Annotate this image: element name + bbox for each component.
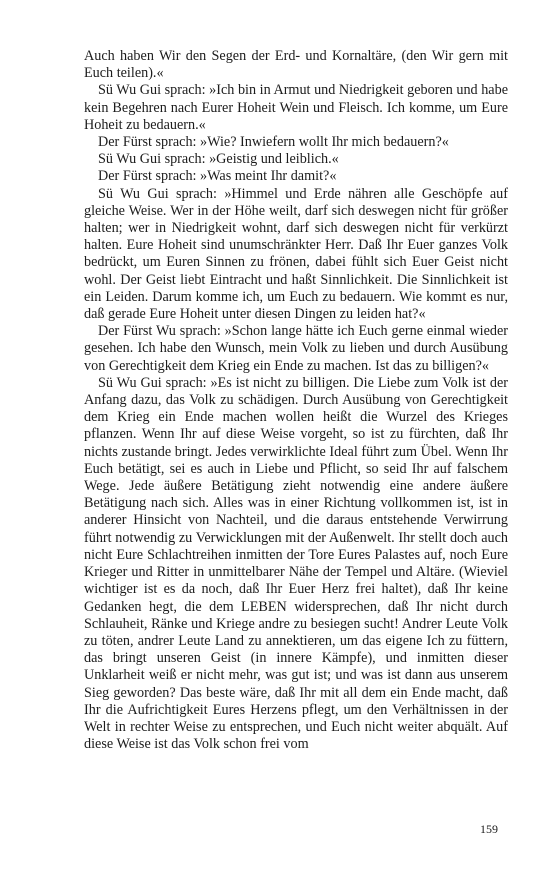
paragraph: Sü Wu Gui sprach: »Es ist nicht zu billigen. Die Liebe zum Volk ist der Anfang dazu, das Volk zu schädigen. Durch Ausübung von Gerechtigkeit dem Krieg ein Ende machen wollen heißt die Wurzel des Krieges pflanzen. Wenn Ihr auf diese Weise vorgeht, so ist zu fürchten, daß Ihr nichts zustande bringt. Jedes verwirklichte Ideal führt zum Übel. Wenn Ihr Euch betätigt, sei es auch in Liebe und Pflicht, so seid Ihr auf falschem Wege. Jede äußere Betätigung zieht notwendig eine andere äußere Betätigung nach sich. Alles was in einer Richtung vollkommen ist, ist in anderer Hinsicht von Nachteil, und die daraus entstehende Verwirrung führt notwendig zu Verwicklungen mit der Außenwelt. Ihr stellt doch auch nicht Eure Schlachtreihen inmitten der Tore Eures Palastes auf, noch Eure Krieger und Ritter in unmittelbarer Nähe der Tempel und Altäre. (Wieviel wichtiger ist es da noch, daß Ihr Euer Herz frei haltet), daß Ihr keine Gedanken hegt, die dem LEBEN widersprechen, daß Ihr nicht durch Schlauheit, Ränke und Kriege andre zu besiegen sucht! Andrer Leute Volk zu töten, andrer Leute Land zu annektieren, um das eigene Ich zu füttern, das bringt unseren Geist (in innere Kämpfe), und inmitten dieser Unklarheit weiß er nicht mehr, was gut ist; und was ist dann aus unserem Sieg geworden? Das beste wäre, daß Ihr mit all dem ein Ende macht, daß Ihr die Aufrichtigkeit Eures Herzens pflegt, um den Verhältnissen in der Welt in rechter Weise zu entsprechen, und Euch nicht weiter abquält. Auf diese Weise ist das Volk schon frei vom — [84, 374, 508, 753]
page-number: 159 — [480, 822, 498, 836]
paragraph: Auch haben Wir den Segen der Erd- und Kornaltäre, (den Wir gern mit Euch teilen).« — [84, 48, 508, 82]
paragraph: Der Fürst sprach: »Wie? Inwiefern wollt Ihr mich bedauern?« — [98, 134, 449, 151]
paragraph: Sü Wu Gui sprach: »Ich bin in Armut und Niedrigkeit geboren und habe kein Begehren nach Eurer Hoheit Wein und Fleisch. Ich komme, um Eure Hoheit zu bedauern.« — [84, 82, 508, 133]
paragraph: Der Fürst sprach: »Was meint Ihr damit?« — [98, 168, 337, 185]
paragraph: Sü Wu Gui sprach: »Himmel und Erde nähren alle Geschöpfe auf gleiche Weise. Wer in der Höhe weilt, darf sich deswegen nicht für größer halten; wer in Niedrigkeit wohnt, darf sich deswegen nicht für verkürzt halten. Eure Hoheit sind unumschränkter Herr. Daß Ihr Euer ganzes Volk bedrückt, um Euren Sinnen zu frönen, dabei fühlt sich Euer Geist nicht wohl. Der Geist liebt Eintracht und haßt Sinnlichkeit. Die Sinnlichkeit ist ein Leiden. Darum komme ich, um Euch zu bedauern. Wie kommt es nur, daß gerade Eure Hoheit unter diesen Dingen zu leiden hat?« — [84, 185, 508, 323]
paragraph: Sü Wu Gui sprach: »Geistig und leiblich.« — [98, 151, 339, 168]
paragraph: Der Fürst Wu sprach: »Schon lange hätte ich Euch gerne einmal wieder gesehen. Ich habe den Wunsch, mein Volk zu lieben und durch Ausübung von Gerechtigkeit dem Krieg ein Ende zu machen. Ist das zu billigen?« — [84, 323, 508, 374]
page-body — [84, 48, 508, 753]
